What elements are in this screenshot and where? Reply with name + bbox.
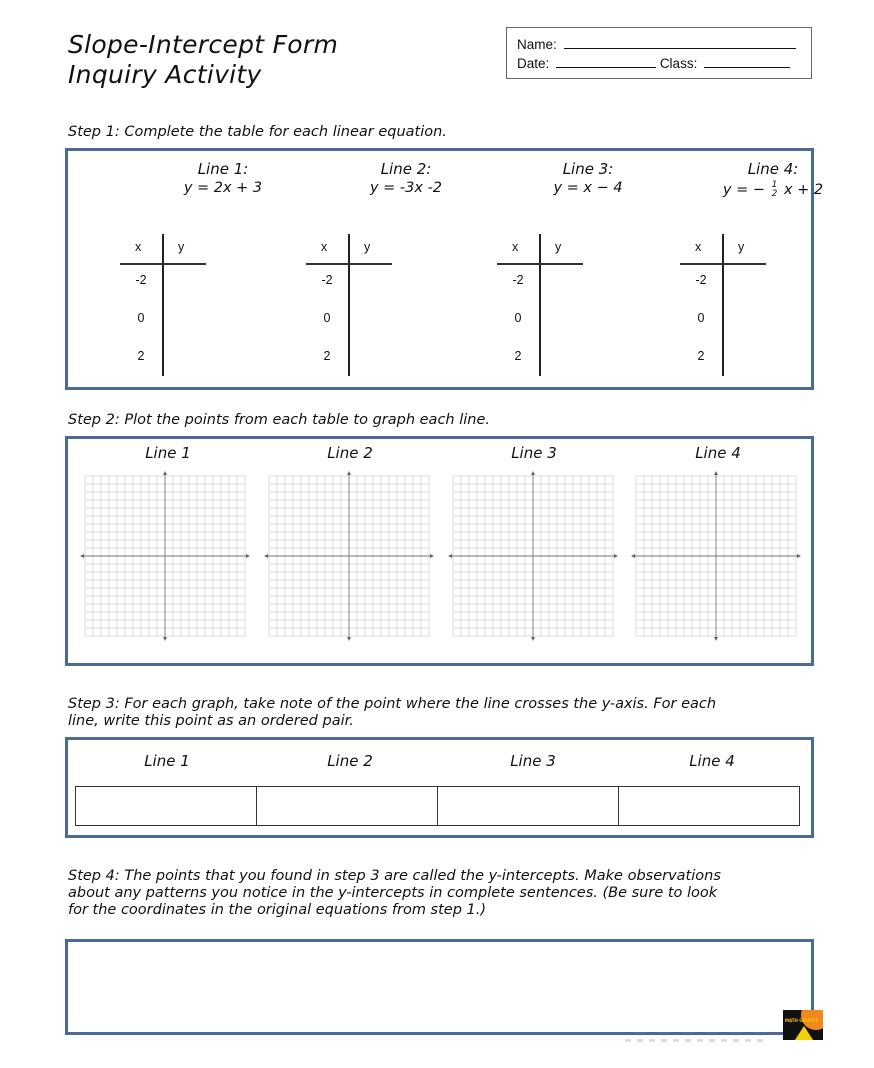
step4-instruction-line3: for the coordinates in the original equations from step 1.) <box>68 902 487 918</box>
step3-instruction <box>68 696 716 730</box>
step2-instruction: Step 2: Plot the points from each table to graph each line. <box>68 412 490 428</box>
observations-answer-box[interactable] <box>65 939 814 1035</box>
name-label: Name: <box>517 37 557 52</box>
step3-instruction-line1: Step 3: For each graph, take note of the point where the line crosses the y-axis. For each <box>68 696 717 712</box>
graph3-coordinate-grid[interactable] <box>448 471 618 641</box>
line1-equation: y = 2x + 3 <box>183 180 263 196</box>
x-value: -2 <box>512 273 524 287</box>
intercept-label-line4: Line 4 <box>689 752 735 770</box>
line4-eq-prefix: y = − <box>722 182 765 198</box>
x-value: 2 <box>514 349 522 363</box>
logo-text: MATH GIRAFFE <box>785 1018 819 1023</box>
x-value: 2 <box>137 349 145 363</box>
graph2-title: Line 2 <box>327 444 373 462</box>
col-header-x: x <box>321 240 328 254</box>
line2-equation: y = -3x -2 <box>369 180 443 196</box>
date-label: Date: <box>517 56 550 71</box>
intercept-label-line3: Line 3 <box>510 752 556 770</box>
x-value: -2 <box>321 273 333 287</box>
worksheet-title <box>68 30 338 90</box>
graph1-title: Line 1 <box>145 444 191 462</box>
line2-label: Line 2: <box>380 160 432 178</box>
x-value: 2 <box>697 349 705 363</box>
step4-instruction-line1: Step 4: The points that you found in step 3 are called the y-intercepts. Make observations <box>68 868 721 884</box>
student-info-box <box>506 27 812 79</box>
title-line-1: Slope-Intercept Form <box>68 30 339 59</box>
line3-table <box>497 234 583 376</box>
x-value: -2 <box>695 273 707 287</box>
fraction-numerator: 1 <box>771 180 778 190</box>
col-header-x: x <box>695 240 702 254</box>
table-divider <box>348 234 350 376</box>
step1-instruction: Step 1: Complete the table for each linear equation. <box>68 124 447 140</box>
fraction-one-half <box>772 181 778 199</box>
col-header-y: y <box>555 240 562 254</box>
step2-box <box>65 436 814 666</box>
line3-equation: y = x − 4 <box>553 180 623 196</box>
intercept-answer-line3[interactable] <box>438 787 619 825</box>
graph4-coordinate-grid[interactable] <box>631 471 801 641</box>
col-header-y: y <box>738 240 745 254</box>
graph1-coordinate-grid[interactable] <box>80 471 250 641</box>
col-header-y: y <box>178 240 185 254</box>
x-value: 0 <box>323 311 331 325</box>
step4-instruction <box>68 868 721 919</box>
x-value: -2 <box>135 273 147 287</box>
name-field[interactable] <box>564 36 796 49</box>
x-value: 2 <box>323 349 331 363</box>
table-header-rule <box>120 263 206 265</box>
graph4-title: Line 4 <box>695 444 741 462</box>
line2-table <box>306 234 392 376</box>
table-header-rule <box>306 263 392 265</box>
intercept-answer-row <box>75 786 800 826</box>
intercept-answer-line4[interactable] <box>619 787 799 825</box>
step1-box <box>65 148 824 390</box>
table-divider <box>539 234 541 376</box>
step4-instruction-line2: about any patterns you notice in the y-intercepts in complete sentences. (Be sure to look <box>68 885 718 901</box>
intercept-answer-line2[interactable] <box>257 787 438 825</box>
fraction-denominator: 2 <box>771 189 778 199</box>
col-header-x: x <box>135 240 142 254</box>
table-divider <box>722 234 724 376</box>
col-header-x: x <box>512 240 519 254</box>
graph2-coordinate-grid[interactable] <box>264 471 434 641</box>
line4-eq-suffix: x + 2 <box>783 182 824 198</box>
table-header-rule <box>680 263 766 265</box>
title-line-2: Inquiry Activity <box>68 60 262 89</box>
intercept-answer-line1[interactable] <box>76 787 257 825</box>
x-value: 0 <box>697 311 705 325</box>
col-header-y: y <box>364 240 371 254</box>
class-label: Class: <box>659 56 698 71</box>
class-field[interactable] <box>704 55 790 68</box>
graph3-title: Line 3 <box>511 444 557 462</box>
line4-equation <box>693 180 853 200</box>
line1-table <box>120 234 206 376</box>
date-field[interactable] <box>556 55 656 68</box>
line3-label: Line 3: <box>562 160 614 178</box>
intercept-label-line1: Line 1 <box>144 752 190 770</box>
intercept-label-line2: Line 2 <box>327 752 373 770</box>
x-value: 0 <box>137 311 145 325</box>
step3-instruction-line2: line, write this point as an ordered pair. <box>68 713 354 729</box>
line4-label: Line 4: <box>747 160 799 178</box>
x-value: 0 <box>514 311 522 325</box>
line1-label: Line 1: <box>197 160 249 178</box>
table-header-rule <box>497 263 583 265</box>
math-giraffe-logo <box>783 1010 823 1040</box>
footer-credit-text <box>625 1039 765 1042</box>
table-divider <box>162 234 164 376</box>
line4-table <box>680 234 766 376</box>
